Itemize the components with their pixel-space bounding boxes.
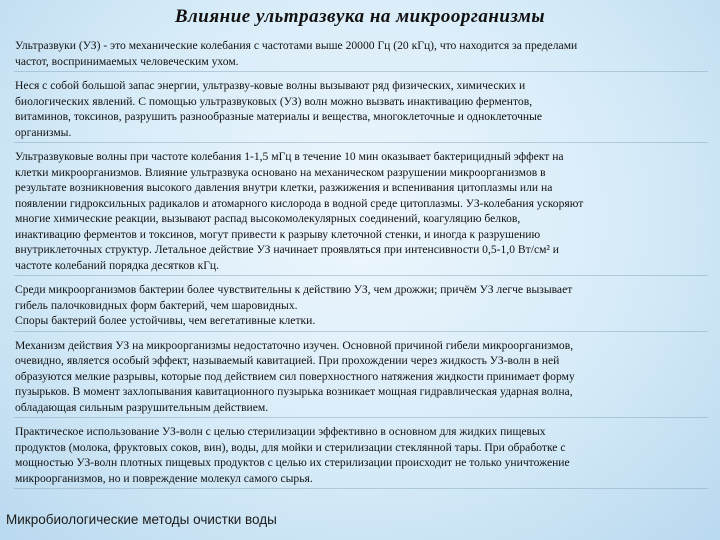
text-line: биологических явлений. С помощью ультразвуковых (УЗ) волн можно вызвать инактивацию ферментов, <box>15 94 533 108</box>
slide-body <box>14 38 708 489</box>
text-line: образуются мелкие разрывы, которые под действием сил поверхностного натяжения жидкости принимает форму <box>15 369 575 383</box>
paragraph-cavitation <box>14 338 708 419</box>
slide-footer: Микробиологические методы очистки воды <box>6 512 277 527</box>
text-line: Практическое использование УЗ-волн с целью стерилизации эффективно в основном для жидких пищевых <box>15 425 546 438</box>
text-line: мощностью УЗ-волн плотных пищевых продуктов с целью их стерилизации происходит не только уничтожение <box>15 456 570 469</box>
text-line: очевидно, является особый эффект, называемый кавитацией. При прохождении через жидкость УЗ-волн в ней <box>15 354 560 367</box>
text-line: Ультразвуковые волны при частоте колебания 1-1,5 мГц в течение 10 мин оказывает бактерицидный эффект на <box>15 150 564 163</box>
text-line: Ультразвуки (УЗ) - это механические колебания с частотами выше 20000 Гц (20 кГц), что находится за пределами <box>15 39 578 52</box>
text-line: обладающая сильным разрушительным действием. <box>15 400 269 414</box>
text-line: частот, воспринимаемых человеческим ухом. <box>15 54 239 68</box>
text-line: инактивацию ферментов и токсинов, могут привести к разрыву клеточной стенки, и иногда к разрушению <box>15 227 541 241</box>
text-line: Механизм действия УЗ на микроорганизмы недостаточно изучен. Основной причиной гибели микроорганизмов, <box>15 338 574 352</box>
text-line: результате возникновения высокого давления внутри клетки, разжижения и вспенивания цитоплазмы или на <box>15 181 553 194</box>
text-line: Среди микроорганизмов бактерии более чувствительны к действию УЗ, чем дрожжи; причём УЗ легче вызывает <box>15 283 573 296</box>
text-line: пузырьков. В момент захлопывания кавитационного пузырька возникает мощная гидравлическая ударная волна, <box>15 385 573 398</box>
text-line: появлении гидроксильных радикалов и атомарного кислорода в водной среде цитоплазмы. УЗ-колебания ускоряют <box>15 196 584 210</box>
text-line: микроорганизмов, но и повреждение молекул самого сырья. <box>15 471 313 485</box>
text-line: клетки микроорганизмов. Влияние ультразвука основано на механическом разрушении микроорганизмов в <box>15 165 546 179</box>
slide-title: Влияние ультразвука на микроорганизмы <box>174 6 546 27</box>
text-line: витаминов, токсинов, разрушить разнообразные материалы и вещества, многоклеточные и одноклеточные <box>15 110 543 123</box>
text-line: внутриклеточных структур. Летальное действие УЗ начинает проявляться при интенсивности 0,5-1,0 Вт/см² и <box>15 243 559 256</box>
text-line: Споры бактерий более устойчивы, чем вегетативные клетки. <box>15 314 316 327</box>
paragraph-bactericidal-effect <box>14 149 708 276</box>
paragraph-definition <box>14 38 708 72</box>
text-line: частоте колебаний порядка десятков кГц. <box>15 258 220 272</box>
text-line: организмы. <box>15 125 72 139</box>
text-line: продуктов (молока, фруктовых соков, вин), воды, для мойки и стерилизации стеклянной тары. При обработке с <box>15 440 566 454</box>
text-line: Неся с собой большой запас энергии, ультразву-ковые волны вызывают ряд физических, химических и <box>15 79 526 92</box>
paragraph-sensitivity <box>14 282 708 332</box>
paragraph-energy <box>14 78 708 143</box>
text-line: гибель палочковидных форм бактерий, чем шаровидных. <box>15 298 298 312</box>
text-line: многие химические реакции, вызывают распад высокомолекулярных соединений, коагуляцию белков, <box>15 212 521 225</box>
paragraph-practical-use <box>14 424 708 489</box>
